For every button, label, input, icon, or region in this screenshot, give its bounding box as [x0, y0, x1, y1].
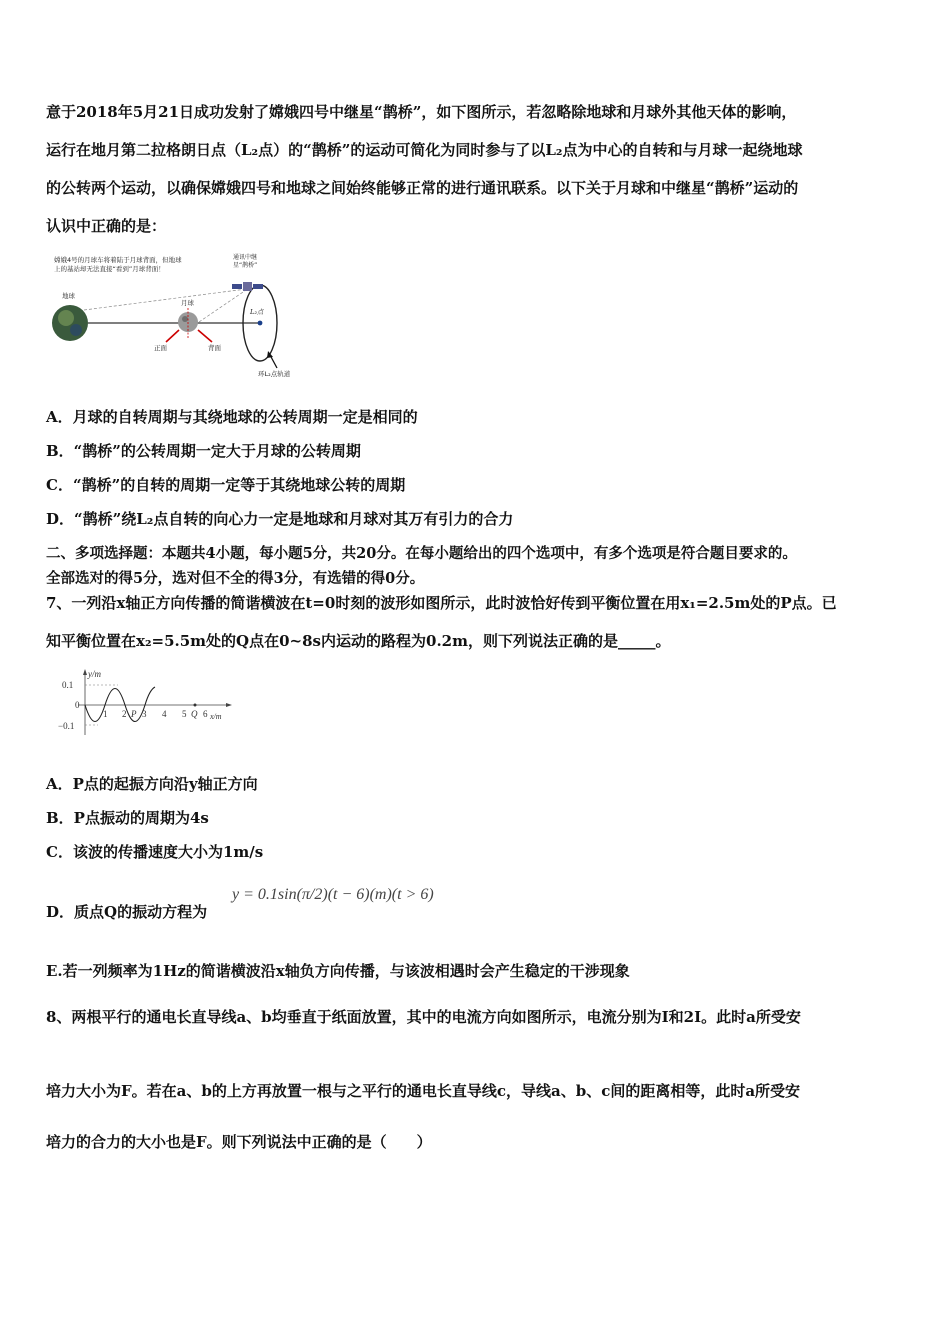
q7-line-2: 知平衡位置在x₂=5.5m处的Q点在0~8s内运动的路程为0.2m，则下列说法正确的是_____。: [46, 632, 671, 650]
relay-label-1: 通讯中继: [233, 254, 258, 261]
xtick-5: 5: [182, 709, 187, 719]
ylabel: y/m: [88, 669, 101, 679]
q6-line-4: 认识中正确的是：: [46, 217, 167, 235]
relay-label-2: 星“鹊桥”: [233, 262, 258, 269]
xtick-2: 2: [122, 709, 127, 719]
earth-label: 地球: [62, 292, 75, 300]
q6-option-d: D．“鹊桥”绕L₂点自转的向心力一定是地球和月球对其万有引力的合力: [46, 510, 514, 528]
q6-option-b: B．“鹊桥”的公转周期一定大于月球的公转周期: [46, 442, 361, 460]
xtick-1: 1: [103, 709, 108, 719]
relay-satellite-icon: [232, 282, 263, 291]
ytick-0: 0: [75, 700, 80, 710]
xtick-4: 4: [162, 709, 167, 719]
xtick-3: 3: [142, 709, 147, 719]
q8-line-2: 培力大小为F。若在a、b的上方再放置一根与之平行的通电长直导线c，导线a、b、c间的距离相等，此时a所受安: [46, 1082, 801, 1100]
q6-line-3: 的公转两个运动，以确保嫦娥四号和地球之间始终能够正常的进行通讯联系。以下关于月球和中继星“鹊桥”运动的: [46, 179, 799, 197]
back-label: 背面: [208, 344, 221, 352]
q6-option-c: C．“鹊桥”的自转的周期一定等于其绕地球公转的周期: [46, 476, 406, 494]
orbit-label: 环L₂点轨道: [258, 370, 291, 378]
q8-line-3: 培力的合力的大小也是F。则下列说法中正确的是（ ）: [46, 1133, 432, 1151]
section2-line-2: 全部选对的得5分，选对但不全的得3分，有选错的得0分。: [46, 570, 425, 587]
q6-line-2: 运行在地月第二拉格朗日点（L₂点）的“鹊桥”的运动可简化为同时参与了以L₂点为中心的自转和与月球一起绕地球: [46, 141, 803, 159]
q7-line-1: 7、一列沿x轴正方向传播的简谐横波在t=0时刻的波形如图所示，此时波恰好传到平衡位置在用x₁=2.5m处的P点。已: [46, 594, 837, 612]
q6-line-1: 意于2018年5月21日成功发射了嫦娥四号中继星“鹊桥”，如下图所示，若忽略除地球和月球外其他天体的影响，: [46, 103, 797, 121]
q7-option-b: B．P点振动的周期为4s: [46, 809, 209, 827]
moon-label: 月球: [181, 299, 194, 307]
q7-option-a: A．P点的起振方向沿y轴正方向: [46, 775, 258, 793]
xtick-p: P: [131, 709, 137, 719]
q8-line-1: 8、两根平行的通电长直导线a、b均垂直于纸面放置，其中的电流方向如图所示，电流分别为I和2I。此时a所受安: [46, 1008, 801, 1026]
q7-option-c: C．该波的传播速度大小为1m/s: [46, 843, 264, 861]
xtick-q: Q: [191, 709, 198, 719]
figure-note-2: 上的基站却无法直接“看到”月球背面！: [54, 265, 165, 273]
ytick-0.1: 0.1: [62, 680, 74, 690]
l2-label: L₂点: [250, 308, 264, 316]
section2-line-1: 二、多项选择题：本题共4小题，每小题5分，共20分。在每小题给出的四个选项中，有多个选项是符合题目要求的。: [46, 545, 797, 562]
q6-option-a: A．月球的自转周期与其绕地球的公转周期一定是相同的: [46, 408, 418, 426]
ytick-neg0.1: −0.1: [58, 721, 75, 731]
wave-graph: [58, 665, 238, 737]
xlabel: x/m: [210, 712, 222, 721]
q7-option-d: D．质点Q的振动方程为: [46, 903, 208, 921]
figure-note-1: 嫦娥4号的月球车将着陆于月球背面，但地球: [54, 256, 182, 264]
xtick-6: 6: [203, 709, 208, 719]
q7-option-e: E.若一列频率为1Hz的简谐横波沿x轴负方向传播，与该波相遇时会产生稳定的干涉现象: [46, 962, 630, 980]
front-label: 正面: [154, 344, 167, 352]
earth-moon-l2-figure: [44, 250, 314, 380]
q7-equation: y = 0.1sin(π/2)(t − 6)(m)(t > 6): [232, 886, 434, 903]
